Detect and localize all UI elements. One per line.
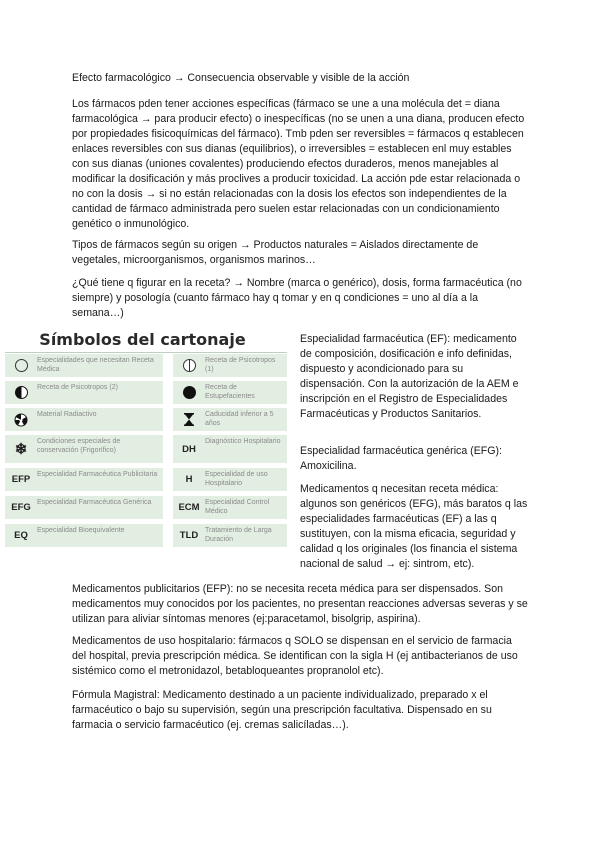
symbol-label: Especialidad de uso Hospitalario xyxy=(205,471,268,487)
farmacos-paragraph: Los fármacos pden tener acciones específicas (fármaco se une a una molécula det = diana farmacológica → para producir efecto) o inespecíficas (no se unen a una diana, producen efecto por propiedades fisicoquímicas del fármaco). Tmb pden ser reversibles = fármacos q establecen enlaces reversibles con sus dianas (equilibrios), o irreversibles = establecen enl muy estables con sus dianas (uniones covalentes) produciendo efectos duraderos, menos manejables al modificar la dosificación y más proclives a producir toxicidad. La acción pde estar relacionada o no con la dosis → si no están relacionadas con la dosis los efectos son independientes de la cantidad de fármaco administrada pero suelen estar relacionadas con un condicionamiento genético o inmunológico. xyxy=(72,98,525,230)
symbol-cell xyxy=(5,524,163,547)
symbol-label: Especialidades que necesitan Receta Médica xyxy=(37,357,154,373)
snowflake-icon: ❄ xyxy=(14,441,28,458)
half-filled-circle-icon xyxy=(8,381,34,404)
symbol-cell xyxy=(5,354,163,377)
symbol-cell xyxy=(5,496,163,519)
symbol-label: Especialidad Farmacéutica Publicitaria xyxy=(37,471,158,478)
symbol-cell xyxy=(5,468,163,491)
radiation-icon xyxy=(8,408,34,431)
figure-divider xyxy=(5,352,287,353)
symbols-figure xyxy=(5,330,290,552)
symbol-code: ECM xyxy=(178,502,200,513)
symbol-code: H xyxy=(185,474,193,485)
empty-circle-icon xyxy=(8,354,34,377)
symbol-cell xyxy=(5,381,163,404)
symbol-cell xyxy=(173,496,287,519)
symbol-label: Receta de Psicotropos (2) xyxy=(37,384,118,391)
split-circle-icon xyxy=(176,354,202,377)
symbol-label: Receta de Psicotropos (1) xyxy=(205,357,276,373)
tipos-paragraph: Tipos de fármacos según su origen → Productos naturales = Aislados directamente de vegetales, microorganismos, organismos marinos… xyxy=(72,239,479,266)
symbol-label: Caducidad inferior a 5 años xyxy=(205,411,274,427)
hospitalario-paragraph: Medicamentos de uso hospitalario: fármacos q SOLO se dispensan en el servicio de farmacia del hospital, previa prescripción médica. Se identifican con la sigla H (ej antibacterianos de uso sistémico como el metronidazol, betabloqueantes propranolol etc). xyxy=(72,635,518,677)
symbol-code: TLD xyxy=(179,530,199,541)
symbol-label: Material Radiactivo xyxy=(37,411,97,418)
symbol-code: EQ xyxy=(14,530,28,541)
symbol-label: Condiciones especiales de conservación (Frigorífico) xyxy=(37,438,121,454)
symbol-code: EFG xyxy=(11,502,31,513)
formula-paragraph: Fórmula Magistral: Medicamento destinado a un paciente individualizado, preparado x el farmacéutico o bajo su supervisión, según una prescripción facultativa. Dispensado en su farmacia o servicio farmacéutico (ej. cremas salicíladas…). xyxy=(72,689,492,731)
symbol-code: DH xyxy=(182,443,196,455)
efp-paragraph: Medicamentos publicitarios (EFP): no se necesita receta médica para ser dispensados. Son medicamentos muy conocidos por los pacientes, no presentan reacciones adversas severas y se utilizan para aliviar síntomas menores (ej:paracetamol, bisolgrip, aspirina). xyxy=(72,583,528,625)
ef-paragraph: Especialidad farmacéutica (EF): medicamento de composición, dosificación e info definidas, dispuesto y acondicionado para su dispensación. Con la autorización de la AEM e inscripción en el Registro de Especialidades Farmacéuticas y Productos Sanitarios. xyxy=(300,333,519,420)
figure-title: Símbolos del cartonaje xyxy=(39,330,246,349)
filled-circle-icon xyxy=(176,381,202,404)
symbol-cell xyxy=(5,408,163,431)
receta-medica-paragraph: Medicamentos q necesitan receta médica: algunos son genéricos (EFG), más baratos q las especialidades farmacéuticas (EF) a las q sustituyen, con la misma eficacia, seguridad y calidad q los originales (los financia el sistema nacional de salud → ej: sintrom, etc). xyxy=(300,483,528,570)
symbol-label: Especialidad Farmacéutica Genérica xyxy=(37,499,152,506)
symbol-cell xyxy=(173,435,287,463)
symbol-cell xyxy=(5,435,163,463)
symbol-cell xyxy=(173,468,287,491)
symbol-label: Diagnóstico Hospitalario xyxy=(205,438,281,445)
receta-paragraph: ¿Qué tiene q figurar en la receta? → Nombre (marca o genérico), dosis, forma farmacéutica (no siempre) y posología (cuanto fármaco hay q tomar y en q condiciones = uno al día a la semana…) xyxy=(72,277,522,319)
hourglass-icon xyxy=(176,408,202,431)
symbol-cell xyxy=(173,524,287,547)
symbol-label: Especialidad Bioequivalente xyxy=(37,527,125,534)
symbol-label: Receta de Estupefacientes xyxy=(205,384,255,400)
symbol-cell xyxy=(173,381,287,404)
symbol-cell xyxy=(173,354,287,377)
symbol-label: Tratamiento de Larga Duración xyxy=(205,527,272,543)
symbol-cell xyxy=(173,408,287,431)
efecto-paragraph: Efecto farmacológico → Consecuencia observable y visible de la acción xyxy=(72,72,410,84)
efg-paragraph: Especialidad farmacéutica genérica (EFG): Amoxicilina. xyxy=(300,445,502,472)
symbol-code: EFP xyxy=(11,474,31,485)
symbol-label: Especialidad Control Médico xyxy=(205,499,270,515)
